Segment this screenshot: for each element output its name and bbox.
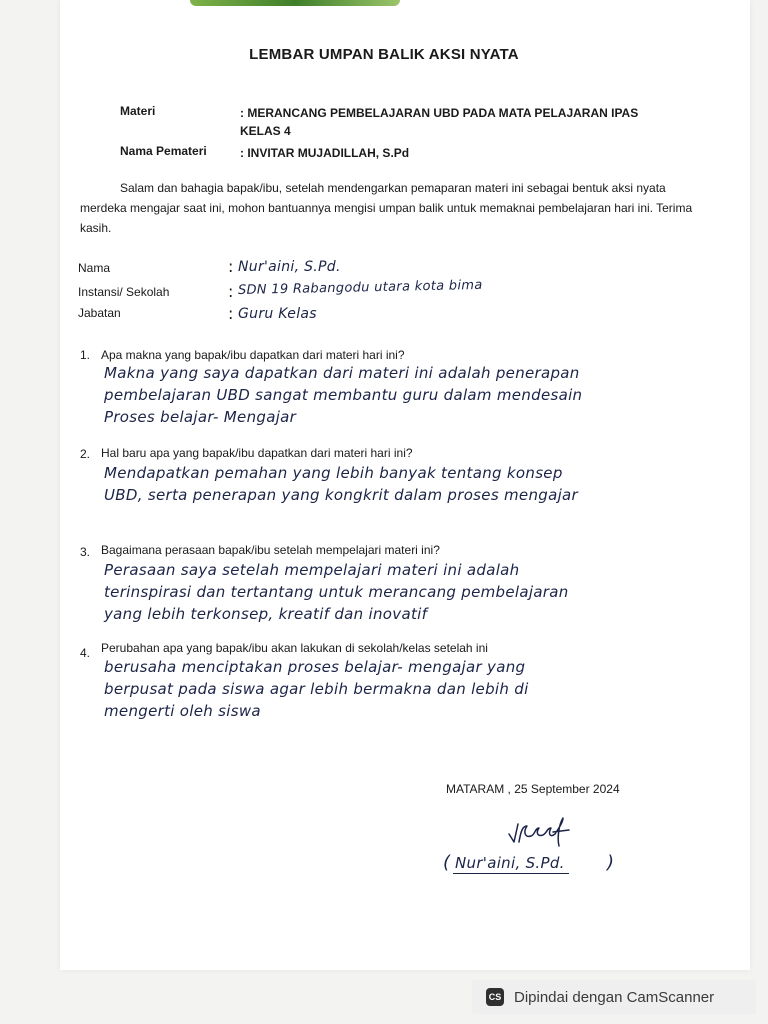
camscanner-text: Dipindai dengan CamScanner <box>514 988 715 1006</box>
materi-value-line1: : MERANCANG PEMBELAJARAN UBD PADA MATA PELAJARAN IPAS <box>240 106 639 120</box>
question-3-text: Bagaimana perasaan bapak/ibu setelah mempelajari materi ini? <box>101 543 440 557</box>
answer-4 <box>104 656 529 722</box>
materi-value-line2: KELAS 4 <box>240 124 291 138</box>
answer-line: Mendapatkan pemahan yang lebih banyak tentang konsep <box>104 464 563 482</box>
answer-line: Makna yang saya dapatkan dari materi ini adalah penerapan <box>104 364 580 382</box>
question-2-text: Hal baru apa yang bapak/ibu dapatkan dari materi hari ini? <box>101 446 413 460</box>
handwritten-signature <box>505 816 575 852</box>
close-paren: ) <box>607 852 615 873</box>
jabatan-value: Guru Kelas <box>238 306 317 322</box>
answer-line: Proses belajar- Mengajar <box>104 408 297 426</box>
question-2-number: 2. <box>80 447 91 461</box>
instansi-label: Instansi/ Sekolah <box>78 285 170 299</box>
answer-line: terinspirasi dan tertantang untuk merancang pembelajaran <box>104 583 569 601</box>
answer-line: berpusat pada siswa agar lebih bermakna dan lebih di <box>104 680 529 698</box>
nama-label: Nama <box>78 261 111 275</box>
intro-text: Salam dan bahagia bapak/ibu, setelah mendengarkan pemaparan materi ini sebagai bentuk aksi nyata merdeka mengajar saat ini, mohon bantuannya mengisi umpan balik untuk memaknai pembelajaran hari ini. Terima kasih. <box>80 181 693 235</box>
jabatan-colon: : <box>228 304 234 323</box>
open-paren: ( <box>443 852 451 873</box>
question-1-text: Apa makna yang bapak/ibu dapatkan dari materi hari ini? <box>101 348 405 362</box>
answer-line: Perasaan saya setelah mempelajari materi ini adalah <box>104 561 520 579</box>
answer-line: pembelajaran UBD sangat membantu guru dalam mendesain <box>104 386 583 404</box>
nama-value: Nur'aini, S.Pd. <box>238 259 341 275</box>
document-title: LEMBAR UMPAN BALIK AKSI NYATA <box>249 46 519 63</box>
answer-line: yang lebih terkonsep, kreatif dan inovatif <box>104 605 428 623</box>
green-leaf-decoration <box>190 0 400 6</box>
place-date: MATARAM , 25 September 2024 <box>446 782 620 796</box>
question-3-number: 3. <box>80 545 91 559</box>
signature-name-block <box>443 852 623 878</box>
intro-paragraph <box>80 178 695 238</box>
answer-line: berusaha menciptakan proses belajar- mengajar yang <box>104 658 526 676</box>
pemateri-value: : INVITAR MUJADILLAH, S.Pd <box>240 146 410 160</box>
instansi-colon: : <box>228 282 234 301</box>
materi-row <box>0 104 768 144</box>
camscanner-logo-icon: CS <box>486 988 504 1006</box>
answer-line: mengerti oleh siswa <box>104 702 261 720</box>
nama-colon: : <box>228 257 234 276</box>
materi-value <box>240 104 670 140</box>
answer-2 <box>104 462 578 506</box>
question-4-number: 4. <box>80 646 91 660</box>
answer-line: UBD, serta penerapan yang kongkrit dalam proses mengajar <box>104 486 578 504</box>
question-4-text: Perubahan apa yang bapak/ibu akan lakukan di sekolah/kelas setelah ini <box>101 641 488 655</box>
question-1-number: 1. <box>80 348 91 362</box>
pemateri-row <box>0 144 768 162</box>
pemateri-label: Nama Pemateri <box>120 144 207 158</box>
jabatan-label: Jabatan <box>78 306 121 320</box>
answer-3 <box>104 559 569 625</box>
answer-1 <box>104 362 582 428</box>
signature-name: Nur'aini, S.Pd. <box>453 854 569 874</box>
instansi-value: SDN 19 Rabangodu utara kota bima <box>237 277 483 298</box>
materi-label: Materi <box>120 104 156 118</box>
camscanner-watermark <box>472 980 756 1014</box>
